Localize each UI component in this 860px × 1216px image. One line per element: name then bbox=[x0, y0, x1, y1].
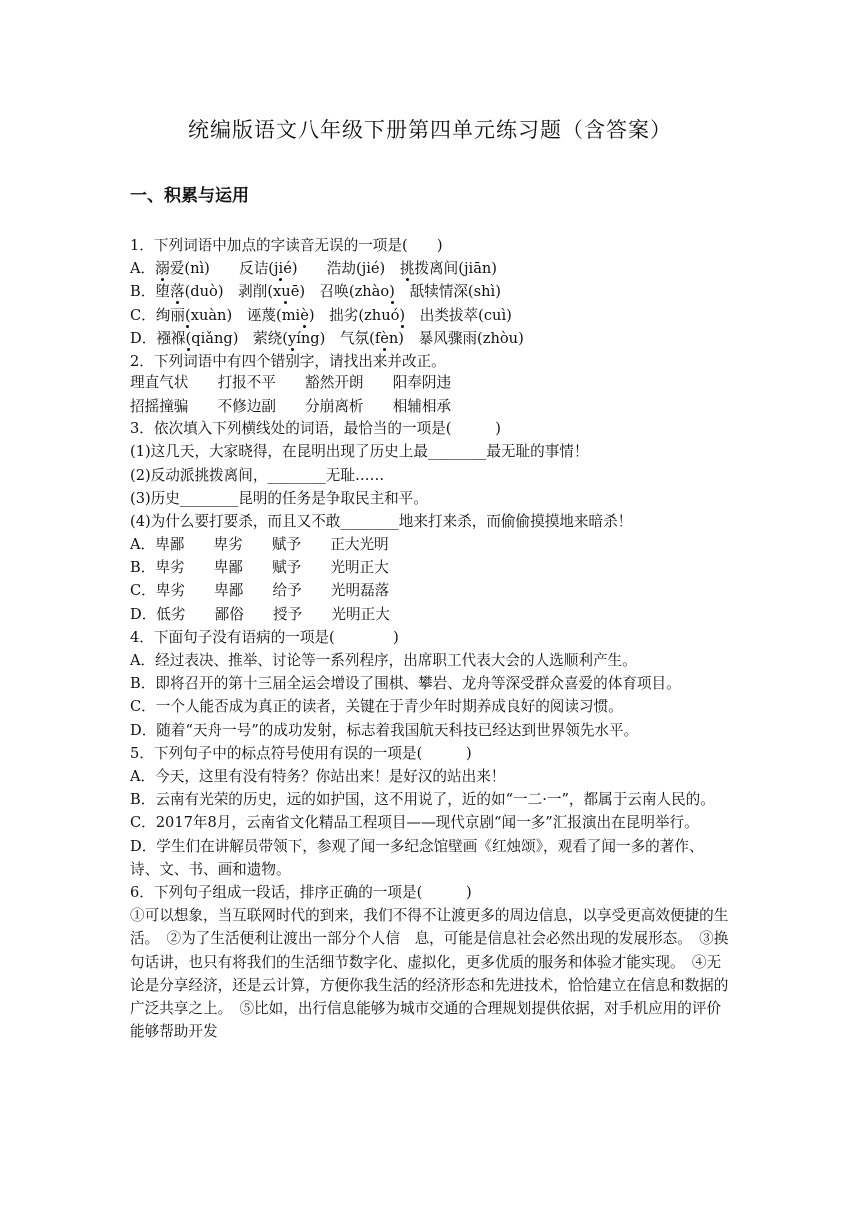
question-1: 1．下列词语中加点的字读音无误的一项是( ) bbox=[130, 237, 443, 254]
emphasis-dot-char: u bbox=[281, 283, 291, 301]
question-3: 3．依次填入下列横线处的词语，最恰当的一项是( ) bbox=[130, 420, 501, 438]
word-row-1: 理直气状 打报不平 豁然开朗 阳奉阴违 bbox=[130, 374, 452, 392]
question-2: 2．下列词语中有四个错别字，请找出来并改正。 bbox=[130, 352, 446, 370]
option-1c: C．绚丽(xuàn) 诬蔑(miè) 拙劣(zhuó) 出类拔萃(cuì) bbox=[130, 306, 512, 324]
blank-2: (2)反动派挑拨离间，________无耻…… bbox=[130, 466, 385, 484]
option-4b: B．即将召开的第十三届全运会增设了围棋、攀岩、龙舟等深受群众喜爱的体育项目。 bbox=[130, 675, 681, 693]
option-1a: A．溺爱(nì) 反诘(jié) 浩劫(jié) 挑拨离间(jiān) bbox=[130, 260, 497, 278]
option-4d: D．随着“天舟一号”的成功发射，标志着我国航天科技已经达到世界领先水平。 bbox=[130, 721, 639, 739]
emphasis-dot-char: è bbox=[380, 329, 389, 347]
emphasis-dot-char: 溺 bbox=[155, 260, 170, 278]
option-4c: C．一个人能否成为真正的读者，关键在于青少年时期养成良好的阅读习惯。 bbox=[130, 698, 623, 716]
emphasis-dot-char: ( bbox=[185, 329, 192, 347]
question-5: 5．下列句子中的标点符号使用有误的一项是( ) bbox=[130, 744, 472, 762]
blank-1: (1)这几天，大家晓得，在昆明出现了历史上最________最无耻的事情！ bbox=[130, 443, 589, 461]
section-heading: 一、积累与运用 bbox=[130, 186, 249, 206]
option-3c: C．卑劣 卑鄙 给予 光明磊落 bbox=[130, 582, 390, 600]
question-4: 4．下面句子没有语病的一项是( ) bbox=[130, 628, 399, 646]
option-3b: B．卑劣 卑鄙 赋予 光明正大 bbox=[130, 559, 389, 577]
option-3d: D．低劣 鄙俗 授予 光明正大 bbox=[130, 605, 390, 623]
blank-4: (4)为什么要打要杀，而且又不敢________地来打来杀，而偷偷摸摸地来暗杀！ bbox=[130, 512, 633, 530]
emphasis-dot-char: ( bbox=[185, 306, 191, 324]
paragraph-6: ①可以想象，当互联网时代的到来，我们不得不让渡更多的周边信息，以享受更高效便捷的生活。 ②为了生活便利让渡出一部分个人信 息，可能是信息社会必然出现的发展形态。 ③换句话讲，也只有将我们的生活细节数字化、虚拟化，更多优质的服务和体验才能实现。 ④无论是分享经济，还是云计算，方便你我生活的经济形态和先进技术，恰恰建立在信息和数据的广泛共享之上。 ⑤比如，出行信息能够为城市交通的合理规划提供依据，对手机应用的评价能够帮助开发 bbox=[130, 907, 729, 1041]
option-4a: A．经过表决、推举、讨论等一系列程序，出席职工代表大会的人选顺利产生。 bbox=[130, 652, 637, 669]
option-5d: D．学生们在讲解员带领下，参观了闻一多纪念馆壁画《红烛颂》，观看了闻一多的著作、诗、文、书、画和遗物。 bbox=[130, 837, 704, 878]
word-row-2: 招摇撞骗 不修边副 分崩离析 相辅相承 bbox=[130, 398, 452, 416]
option-1b: B．堕落(duò) 剥削(xuē) 召唤(zhào) 舐犊情深(shì) bbox=[130, 283, 501, 301]
emphasis-dot-char: 落 bbox=[169, 283, 185, 301]
option-5c: C．2017年8月，云南省文化精品工程项目——现代京剧“闻一多”汇报演出在昆明举行。 bbox=[130, 814, 699, 832]
option-5a: A．今天，这里有没有特务？你站出来！是好汉的站出来！ bbox=[130, 767, 506, 785]
emphasis-dot-char: è bbox=[300, 306, 309, 324]
emphasis-dot-char: i bbox=[278, 260, 284, 278]
document-body bbox=[130, 234, 732, 1043]
emphasis-dot-char: 挑 bbox=[399, 260, 415, 278]
question-6: 6．下列句子组成一段话，排序正确的一项是( ) bbox=[130, 883, 472, 901]
blank-3: (3)历史________昆明的任务是争取民主和平。 bbox=[130, 489, 428, 507]
emphasis-dot-char: y bbox=[287, 329, 297, 347]
option-5b: B．云南有光荣的历史，远的如护国，这不用说了，近的如“一二·一”，都属于云南人民的。 bbox=[130, 791, 715, 809]
option-3a: A．卑鄙 卑劣 赋予 正大光明 bbox=[130, 536, 389, 554]
page-title: 统编版语文八年级下册第四单元练习题（含答案） bbox=[188, 118, 672, 142]
option-1d: D．襁褓(qiǎng) 萦绕(yíng) 气氛(fèn) 暴风骤雨(zhòu) bbox=[130, 329, 524, 347]
emphasis-dot-char: ) bbox=[399, 306, 406, 324]
emphasis-dot-char: ) bbox=[389, 283, 395, 301]
